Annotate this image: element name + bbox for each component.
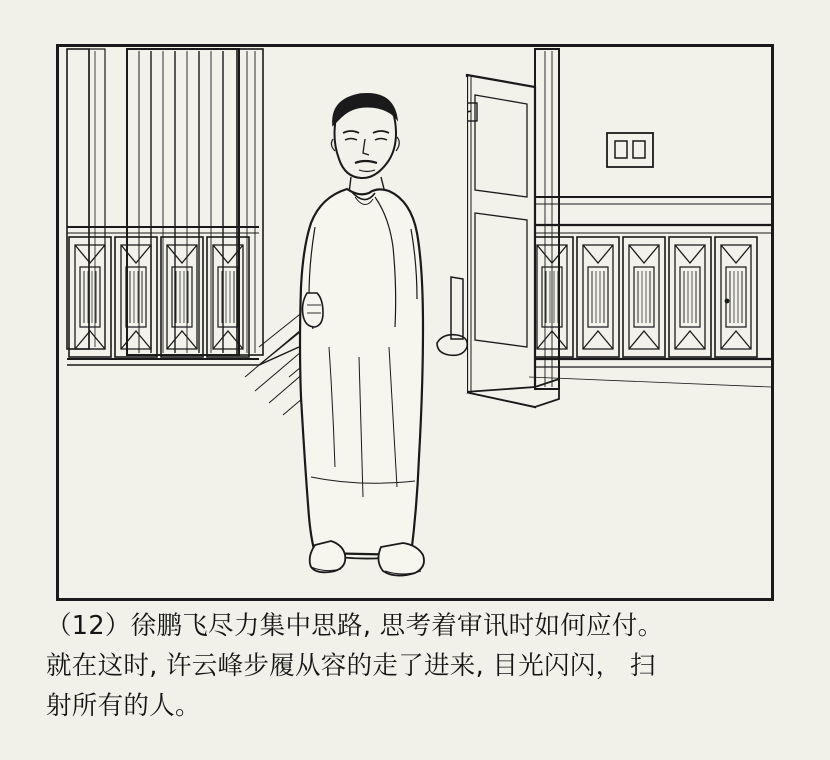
caption-line-1: （12）徐鹏飞尽力集中思路, 思考着审讯时如何应付。 xyxy=(46,611,664,641)
illustration-canvas xyxy=(59,47,771,598)
caption-block xyxy=(46,606,790,726)
illustration-panel xyxy=(56,44,774,601)
caption-line-3: 射所有的人。 xyxy=(46,691,201,721)
scene-drawing xyxy=(59,47,771,598)
caption-line-2: 就在这时, 许云峰步履从容的走了进来, 目光闪闪， 扫 xyxy=(46,651,656,681)
